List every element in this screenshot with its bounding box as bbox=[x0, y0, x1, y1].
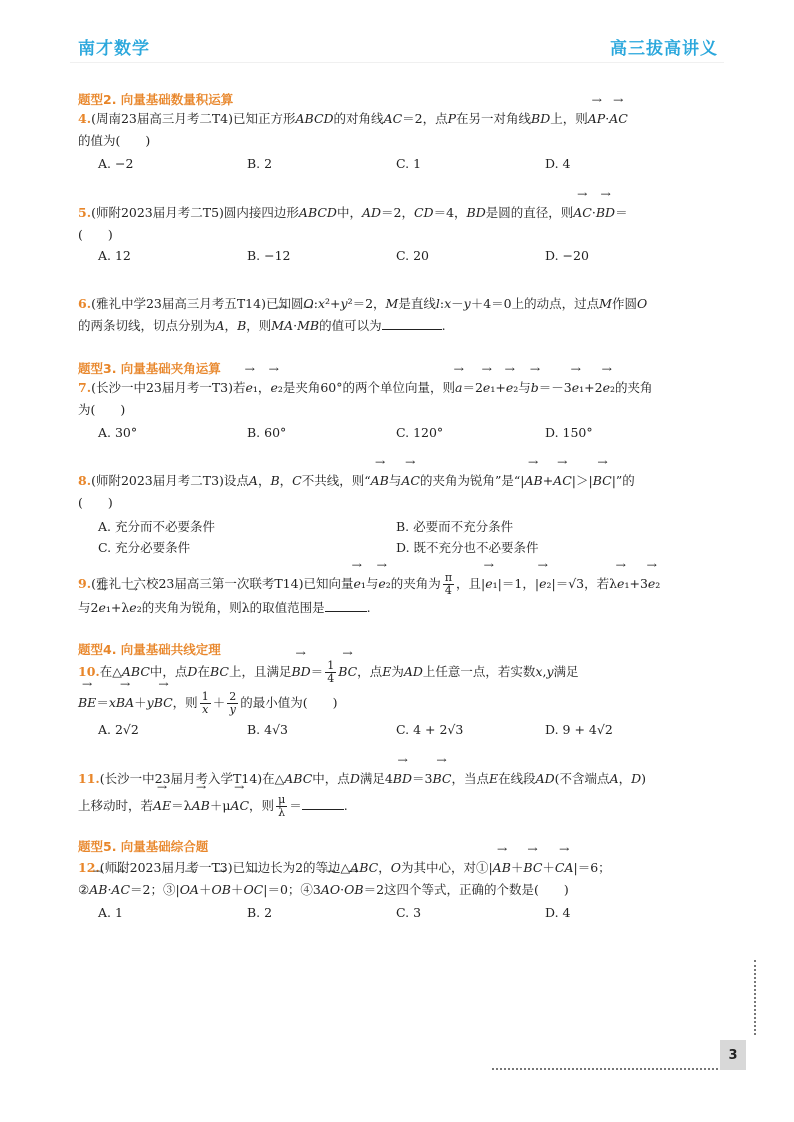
answer-blank bbox=[302, 797, 344, 810]
option-b: B. 60° bbox=[247, 425, 287, 440]
question-12-options bbox=[98, 905, 698, 925]
question-number: 6. bbox=[78, 296, 92, 311]
question-number: 10. bbox=[78, 664, 100, 679]
decorative-dotted-line-vertical bbox=[754, 960, 756, 1035]
question-number: 4. bbox=[78, 111, 92, 126]
question-4-options bbox=[98, 156, 698, 176]
question-9: 9.(雅礼十六校23届高三第一次联考T14)已知向量→ e₁与→ e₂的夹角为 $\frac{\pi}{4}$ ，且|→ e₁|＝1，|→ e₂|＝√3，若λ→ e₁+3→ e₂ 与2→ e₁+λ→ e₂的夹角为锐角，则λ的取值范围是 . bbox=[78, 572, 718, 619]
question-number: 12. bbox=[78, 860, 100, 875]
option-b: B. 必要而不充分条件 bbox=[396, 519, 514, 534]
option-a: A. 充分而不必要条件 bbox=[98, 519, 215, 534]
section-heading: 题型2. 向量基础数量积运算 bbox=[78, 92, 234, 107]
option-c: C. 3 bbox=[396, 905, 422, 920]
option-d: D. 150° bbox=[545, 425, 593, 440]
question-number: 9. bbox=[78, 576, 92, 591]
question-7-options bbox=[98, 425, 698, 445]
option-a: A. −2 bbox=[98, 156, 134, 171]
option-b: B. 2 bbox=[247, 905, 273, 920]
option-c: C. 充分必要条件 bbox=[98, 540, 191, 555]
option-d: D. 4 bbox=[545, 905, 571, 920]
question-8-options-row2 bbox=[98, 538, 698, 558]
option-d: D. −20 bbox=[545, 248, 589, 263]
question-number: 11. bbox=[78, 771, 100, 786]
option-d: D. 4 bbox=[545, 156, 571, 171]
question-4: 4.(周南23届高三月考二T4)已知正方形ABCD的对角线AC＝2，点P在另一对角线BD上，则→ AP·→ AC 的值为( ) bbox=[78, 108, 718, 152]
option-a: A. 12 bbox=[98, 248, 131, 263]
question-6: 6.(雅礼中学23届高三月考五T14)已知圆O:x²+y²＝2，M是直线l:x－y＋4＝0上的动点，过点M作圆O 的两条切线，切点分别为A，B，则→ MA·→ MB的值可以为 . bbox=[78, 293, 718, 337]
question-8-options-row1 bbox=[98, 517, 698, 537]
question-8: 8.(师附2023届月考二T3)设点A，B，C不共线，则“→ AB与→ AC的夹角为锐角”是“|→ AB+→ AC|＞|→ BC|”的 ( ) bbox=[78, 470, 718, 514]
option-d: D. 既不充分也不必要条件 bbox=[396, 540, 539, 555]
section-heading: 题型5. 向量基础综合题 bbox=[78, 839, 209, 854]
header-title-right: 高三拔高讲义 bbox=[610, 39, 718, 59]
question-number: 8. bbox=[78, 473, 92, 488]
question-number: 7. bbox=[78, 380, 92, 395]
option-c: C. 4 + 2√3 bbox=[396, 722, 464, 737]
option-b: B. −12 bbox=[247, 248, 291, 263]
answer-blank bbox=[382, 317, 442, 330]
question-number: 5. bbox=[78, 205, 92, 220]
question-5: 5.(师附2023届月考二T5)圆内接四边形ABCD中，AD＝2，CD＝4，BD是圆的直径，则→ AC·→ BD＝ ( ) bbox=[78, 202, 718, 246]
question-7: 7.(长沙一中23届月考一T3)若→ e₁，→ e₂是夹角60°的两个单位向量，则→ a＝2→ e₁+→ e₂与→ b＝－3→ e₁+2→ e₂的夹角 为( ) bbox=[78, 377, 718, 421]
option-a: A. 1 bbox=[98, 905, 123, 920]
question-10-options bbox=[98, 722, 698, 742]
option-b: B. 4√3 bbox=[247, 722, 289, 737]
question-12: 12.(师附2023届月考一T3)已知边长为2的等边△ABC，O为其中心，对①|→ AB＋→ BC＋→ CA|＝6； ②→ AB·→ AC＝2；③|→ OA＋→ OB＋→ OC|＝0；④3→ AO·→ OB＝2这四个等式，正确的个数是( ) bbox=[78, 857, 718, 901]
option-a: A. 2√2 bbox=[98, 722, 139, 737]
option-d: D. 9 + 4√2 bbox=[545, 722, 613, 737]
header-title-left: 南才数学 bbox=[78, 39, 150, 59]
decorative-dotted-line-horizontal bbox=[492, 1068, 738, 1070]
section-heading: 题型3. 向量基础夹角运算 bbox=[78, 361, 221, 376]
option-a: A. 30° bbox=[98, 425, 138, 440]
question-11: 11.(长沙一中23届月考入学T14)在△ABC中，点D满足4→ BD＝3→ BC，当点E在线段AD(不含端点A，D) 上移动时，若→ AE＝λ→ AB＋μ→ AC，则 $\frac{\mu}{\lambda}$ ＝ . bbox=[78, 768, 718, 819]
question-5-options bbox=[98, 248, 698, 268]
answer-blank bbox=[325, 599, 367, 612]
option-c: C. 1 bbox=[396, 156, 422, 171]
option-c: C. 20 bbox=[396, 248, 429, 263]
section-heading: 题型4. 向量基础共线定理 bbox=[78, 642, 221, 657]
option-b: B. 2 bbox=[247, 156, 273, 171]
question-10: 10.在△ABC中，点D在BC上，且满足→ BD＝ $\frac{1}{4}$ → BC，点E为AD上任意一点，若实数x,y满足 → BE＝x→ BA＋y→ BC，则 $\frac{1}{x}$ ＋ $\frac{2}{y}$ 的最小值为( ) bbox=[78, 660, 718, 716]
page-number: 3 bbox=[720, 1040, 746, 1070]
option-c: C. 120° bbox=[396, 425, 444, 440]
header-divider bbox=[70, 62, 724, 63]
